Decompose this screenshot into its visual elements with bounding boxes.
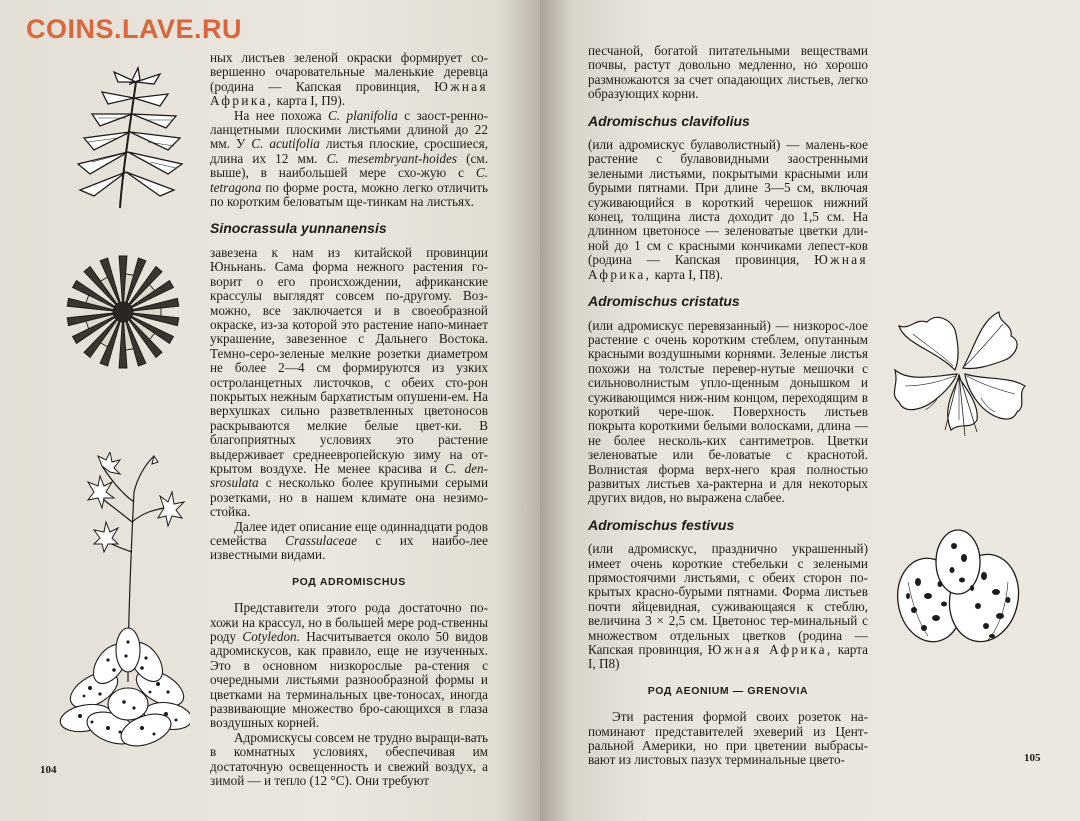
paragraph: Далее идет описание еще одиннадцати родов семейства Crassulaceae с их наибо-лее известными видами. bbox=[210, 518, 488, 563]
page-number: 105 bbox=[1024, 752, 1041, 764]
crassula-illustration bbox=[58, 58, 198, 210]
paragraph: Адромискусы совсем не трудно выращи-вать в комнатных условиях, обеспечивая им достаточную освещенность и свежий воздух, а зимой — и тепло (12 °С). Они требуют bbox=[210, 729, 488, 789]
paragraph: завезена к нам из китайской провинции Юньнань. Сама форма нежного растения го-ворит о его происхождении, африканские крассулы выглядят совсем по-другому. Воз-можно, все заключается и в своеобразной окраске, из-за которой это растение напо-минает украшение, завезенное с Дальнего Востока. Темно-серо-зеленые мелкие розетки диаметром не более 2—4 см формируются из узких остроланцетных листочков, с обеих сто-рон покрытых нежным бархатистым опушени-ем. На верхушках сильно разветвленных цветоносов раскрываются мелкие белые цвет-ки. В благоприятных условиях это растение выдерживает среднеевропейскую зиму на от-крытом воздухе. Не менее красива и C. den-srosulata с несколько более крупными серыми розетками, но в нашем климате она незимо-стойка. bbox=[210, 244, 489, 520]
right-page bbox=[540, 0, 1080, 821]
genus-heading: РОД ADROMISCHUS bbox=[292, 575, 406, 588]
paragraph: (или адромискус перевязанный) — низкорос-лое растение с очень коротким стеблем, опутанным красными воздушными корнями. Зеленые листья похожи на толстые перевер-нутые мешочки с сильноволнистым упло-щенным донышком и суживающимся ниж-ним концом, переходящим в короткий чере-шок. Поверхность листьев покрыта короткими белыми волосками, длина — не более несколь-ких сантиметров. Цветки зеленоватые или бе-ловатые с краснотой. Волнистая форма верх-него края полностью развитых листьев ха-рактерна и для некоторых других видов, но выражена слабее. bbox=[588, 317, 868, 506]
species-title: Sinocrassula yunnanensis bbox=[210, 220, 387, 237]
paragraph: (или адромискус булаволистный) — малень-кое растение с булавовидными заостренными зелеными листьями, покрытыми красными или бурыми пятнами. При длине 3—5 см, включая суживающийся в короткий черешок нижний конец, толщина листа доходит до 1,5 см. На длинном цветоносе — зеленоватые цветки дли-ной до 1 см с красными кончиками лепест-ков (родина — Капская провинция, Южная Африка, карта I, П8). bbox=[588, 137, 868, 282]
paragraph: ных листьев зеленой окраски формирует со- вершенно очаровательные маленькие деревца (родина — Капская провинция, Южная Африка, карта I, П9). bbox=[210, 50, 489, 109]
species-title: Adromischus clavifolius bbox=[588, 112, 750, 129]
adromischus-flowering-illustration bbox=[50, 452, 190, 752]
sinocrassula-rosette-illustration bbox=[58, 252, 188, 372]
right-text-column bbox=[588, 44, 868, 768]
paragraph: Представители этого рода достаточно по-хожи на крассул, но в большей мере род-ственны роду Cotyledon. Насчитывается около 50 видов адромискусов, как правило, еще не изученных. Это в основном низкорослые ра-стения с очередными листьями разнообразной формы и цветками на терминальных цве-тоносах, иногда развивающие множество бро-сающихся в глаза воздушных корней. bbox=[210, 600, 488, 731]
genus-heading: РОД AEONIUM — GRENOVIA bbox=[647, 684, 809, 697]
paragraph: песчаной, богатой питательными веществами почвы, растут довольно медленно, но хорошо размножаются за счет опадающих листьев, легко образующих корни. bbox=[588, 43, 868, 102]
paragraph: На нее похожа C. planifolia с заост-ренно-ланцетными плоскими листьями длиной до 22 мм. У C. acutifolia листья плоские, сросшиеся, длина их 12 мм. C. mesembryant-hoides (см. выше), в наибольшей мере схо-жую с C. tetragona по форме роста, можно легко отличить по коротким беловатым ще-тинкам на листьях. bbox=[210, 107, 489, 210]
adromischus-cristatus-illustration bbox=[885, 290, 1035, 440]
page-number: 104 bbox=[40, 764, 57, 776]
paragraph: (или адромискус, празднично украшенный) имеет очень короткие стебельки с зелеными прямостоячими листьями, с обеих сторон по-крытых красно-бурыми пятнами. Форма листьев почти яйцевидная, суживающаяся к стеблю, величина 3 × 2,5 см. Цветонос тер-минальный с множеством отдельных цветков (родина — Капская провинция, Южная Африка, карта I, П8) bbox=[588, 541, 868, 672]
left-text-column bbox=[210, 51, 488, 789]
paragraph: Эти растения формой своих розеток на-поминают представителей эхеверий из Цент-ральной Америки, но при цветении выбрасы-вают из листовых пазух терминальные цвето- bbox=[588, 709, 868, 768]
species-title: Adromischus cristatus bbox=[588, 293, 740, 310]
adromischus-festivus-illustration bbox=[888, 522, 1028, 652]
watermark: COINS.LAVE.RU bbox=[26, 14, 243, 44]
species-title: Adromischus festivus bbox=[588, 516, 735, 533]
